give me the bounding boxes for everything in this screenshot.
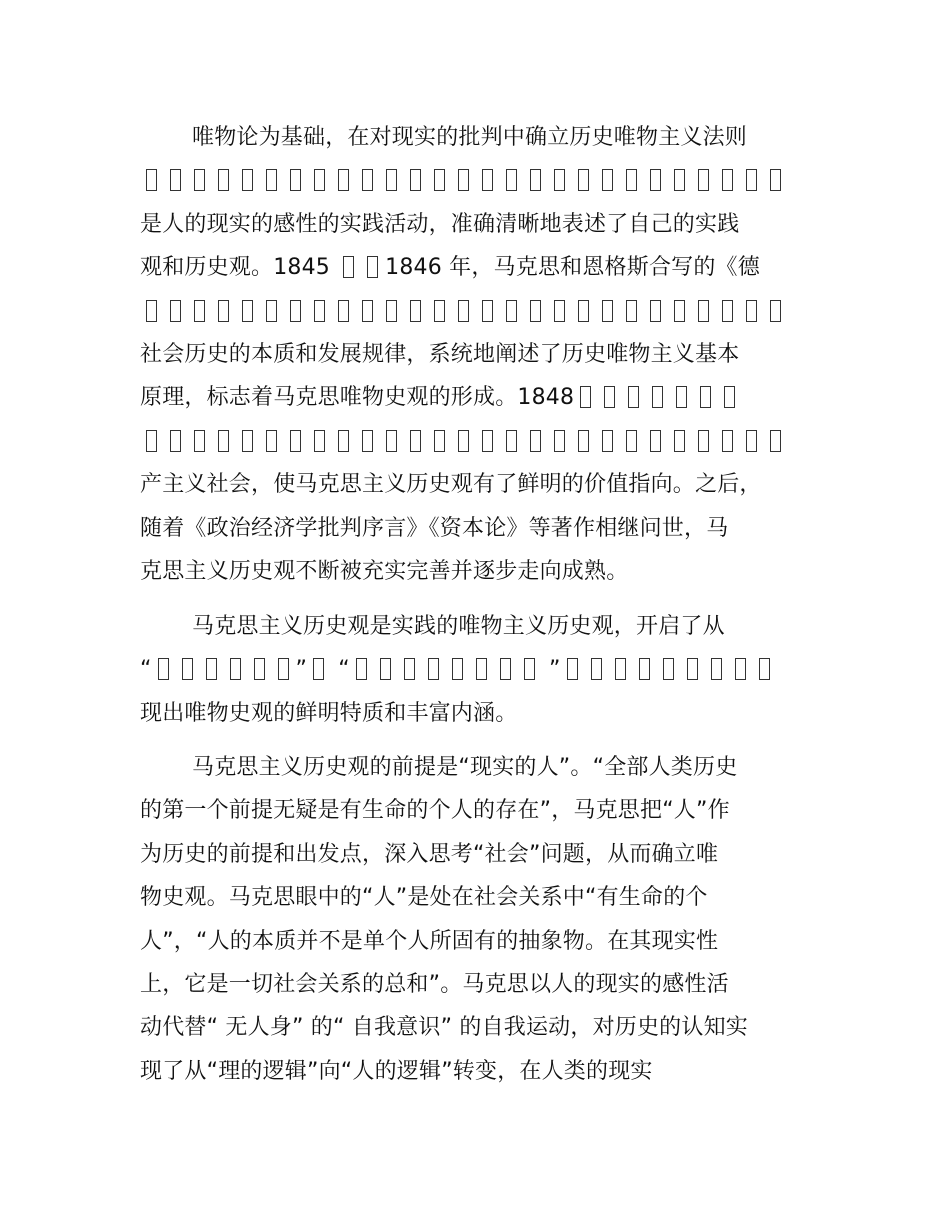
missing-glyph-icon xyxy=(410,169,421,191)
missing-glyph-icon xyxy=(698,300,709,322)
missing-glyph-icon xyxy=(482,430,493,452)
missing-glyph-icon xyxy=(687,658,698,680)
text-segment: “ xyxy=(331,657,350,683)
missing-glyph-icon xyxy=(530,300,541,322)
missing-glyph-icon xyxy=(254,658,265,680)
missing-glyph-icon xyxy=(524,658,535,680)
missing-glyph-icon xyxy=(602,169,613,191)
missing-glyph-icon xyxy=(290,300,301,322)
text-line xyxy=(140,376,840,419)
missing-glyph-icon xyxy=(367,256,378,278)
missing-glyph-icon xyxy=(230,658,241,680)
text-segment: 上，它是一切社会关系的总和”。马克思以人的现实的感性活 xyxy=(140,971,729,997)
text-segment: 原理，标志着马克思唯物史观的形成。1848 xyxy=(140,385,575,411)
missing-glyph-icon xyxy=(580,386,591,408)
missing-glyph-icon xyxy=(218,430,229,452)
missing-glyph-icon xyxy=(434,430,445,452)
missing-glyph-icon xyxy=(554,300,565,322)
missing-glyph-icon xyxy=(218,169,229,191)
text-segment: 克思主义历史观不断被充实完善并逐步走向成熟。 xyxy=(140,558,629,584)
missing-glyph-icon xyxy=(554,169,565,191)
missing-glyph-icon xyxy=(356,658,367,680)
missing-glyph-icon xyxy=(242,300,253,322)
missing-glyph-icon xyxy=(146,169,157,191)
missing-glyph-icon xyxy=(194,430,205,452)
missing-glyph-icon xyxy=(458,169,469,191)
missing-glyph-icon xyxy=(722,300,733,322)
text-line xyxy=(140,746,840,789)
missing-glyph-icon xyxy=(338,430,349,452)
missing-glyph-icon xyxy=(628,386,639,408)
missing-glyph-icon xyxy=(506,169,517,191)
missing-glyph-icon xyxy=(615,658,626,680)
missing-glyph-icon xyxy=(722,430,733,452)
missing-glyph-icon xyxy=(182,658,193,680)
missing-glyph-icon xyxy=(146,300,157,322)
text-segment: 动代替“ 无人身” 的“ 自我意识” 的自我运动，对历史的认知实 xyxy=(140,1015,748,1041)
text-segment: 为历史的前提和出发点，深入思考“社会”问题，从而确立唯 xyxy=(140,841,719,867)
missing-glyph-icon xyxy=(206,658,217,680)
missing-glyph-icon xyxy=(530,430,541,452)
missing-glyph-icon xyxy=(482,300,493,322)
text-segment: 马克思主义历史观是实践的唯物主义历史观，开启了从 xyxy=(192,614,725,639)
missing-glyph-icon xyxy=(362,300,373,322)
text-line xyxy=(140,159,840,202)
missing-glyph-icon xyxy=(290,430,301,452)
missing-glyph-icon xyxy=(266,300,277,322)
missing-glyph-icon xyxy=(604,386,615,408)
missing-glyph-icon xyxy=(506,430,517,452)
missing-glyph-icon xyxy=(746,169,757,191)
missing-glyph-icon xyxy=(410,430,421,452)
text-line xyxy=(140,550,840,593)
missing-glyph-icon xyxy=(410,300,421,322)
text-segment: 1846 年，马克思和恩格斯合写的《德 xyxy=(385,255,760,281)
missing-glyph-icon xyxy=(434,169,445,191)
missing-glyph-icon xyxy=(218,300,229,322)
text-line xyxy=(140,507,840,550)
text-line xyxy=(140,246,840,289)
missing-glyph-icon xyxy=(711,658,722,680)
missing-glyph-icon xyxy=(652,386,663,408)
paragraph-p3 xyxy=(140,746,840,1093)
missing-glyph-icon xyxy=(452,658,463,680)
missing-glyph-icon xyxy=(386,430,397,452)
missing-glyph-icon xyxy=(313,658,324,680)
text-segment: 现出唯物史观的鲜明特质和丰富内涵。 xyxy=(140,700,518,726)
text-segment: 随着《政治经济学批判序言》《资本论》等著作相继问世，马 xyxy=(140,515,729,541)
text-segment: 马克思主义历史观的前提是“现实的人”。“全部人类历史 xyxy=(192,755,738,780)
missing-glyph-icon xyxy=(746,300,757,322)
text-line xyxy=(140,605,840,648)
missing-glyph-icon xyxy=(554,430,565,452)
missing-glyph-icon xyxy=(650,300,661,322)
text-segment: 人”，“人的本质并不是单个人所固有的抽象物。在其现实性 xyxy=(140,928,719,954)
missing-glyph-icon xyxy=(458,430,469,452)
missing-glyph-icon xyxy=(724,386,735,408)
missing-glyph-icon xyxy=(343,256,354,278)
missing-glyph-icon xyxy=(746,430,757,452)
missing-glyph-icon xyxy=(170,300,181,322)
text-line xyxy=(140,648,840,691)
missing-glyph-icon xyxy=(578,169,589,191)
missing-glyph-icon xyxy=(194,169,205,191)
text-segment: 唯物论为基础，在对现实的批判中确立历史唯物主义法则 xyxy=(192,125,748,150)
missing-glyph-icon xyxy=(278,658,289,680)
missing-glyph-icon xyxy=(242,169,253,191)
missing-glyph-icon xyxy=(404,658,415,680)
missing-glyph-icon xyxy=(698,169,709,191)
missing-glyph-icon xyxy=(602,300,613,322)
missing-glyph-icon xyxy=(266,169,277,191)
missing-glyph-icon xyxy=(290,169,301,191)
missing-glyph-icon xyxy=(602,430,613,452)
paragraph-p1 xyxy=(140,116,840,593)
text-segment: ” xyxy=(541,657,561,683)
missing-glyph-icon xyxy=(700,386,711,408)
text-segment: 物史观。马克思眼中的“人”是处在社会关系中“有生命的个 xyxy=(140,885,708,911)
missing-glyph-icon xyxy=(578,430,589,452)
missing-glyph-icon xyxy=(674,430,685,452)
missing-glyph-icon xyxy=(314,169,325,191)
missing-glyph-icon xyxy=(338,169,349,191)
missing-glyph-icon xyxy=(770,430,781,452)
missing-glyph-icon xyxy=(476,658,487,680)
text-segment: ” xyxy=(295,657,308,683)
missing-glyph-icon xyxy=(650,430,661,452)
text-line xyxy=(140,963,840,1006)
missing-glyph-icon xyxy=(674,169,685,191)
missing-glyph-icon xyxy=(735,658,746,680)
missing-glyph-icon xyxy=(314,300,325,322)
missing-glyph-icon xyxy=(506,300,517,322)
missing-glyph-icon xyxy=(770,300,781,322)
text-line xyxy=(140,833,840,876)
missing-glyph-icon xyxy=(170,169,181,191)
missing-glyph-icon xyxy=(626,169,637,191)
missing-glyph-icon xyxy=(458,300,469,322)
missing-glyph-icon xyxy=(482,169,493,191)
missing-glyph-icon xyxy=(386,169,397,191)
missing-glyph-icon xyxy=(626,430,637,452)
missing-glyph-icon xyxy=(500,658,511,680)
missing-glyph-icon xyxy=(338,300,349,322)
text-line xyxy=(140,290,840,333)
missing-glyph-icon xyxy=(242,430,253,452)
missing-glyph-icon xyxy=(362,430,373,452)
text-line xyxy=(140,1006,840,1049)
missing-glyph-icon xyxy=(362,169,373,191)
text-line xyxy=(140,203,840,246)
text-segment: “ xyxy=(140,657,152,683)
missing-glyph-icon xyxy=(380,658,391,680)
text-line xyxy=(140,333,840,376)
missing-glyph-icon xyxy=(146,430,157,452)
missing-glyph-icon xyxy=(170,430,181,452)
missing-glyph-icon xyxy=(386,300,397,322)
missing-glyph-icon xyxy=(158,658,169,680)
missing-glyph-icon xyxy=(194,300,205,322)
missing-glyph-icon xyxy=(578,300,589,322)
text-line xyxy=(140,1050,840,1093)
missing-glyph-icon xyxy=(530,169,541,191)
text-segment: 是人的现实的感性的实践活动，准确清晰地表述了自己的实践 xyxy=(140,211,740,237)
text-segment: 观和历史观。1845 xyxy=(140,255,338,281)
missing-glyph-icon xyxy=(650,169,661,191)
missing-glyph-icon xyxy=(759,658,770,680)
text-segment: 现了从“理的逻辑”向“人的逻辑”转变，在人类的现实 xyxy=(140,1058,653,1084)
missing-glyph-icon xyxy=(434,300,445,322)
missing-glyph-icon xyxy=(663,658,674,680)
missing-glyph-icon xyxy=(770,169,781,191)
text-line xyxy=(140,116,840,159)
missing-glyph-icon xyxy=(314,430,325,452)
paragraph-p2 xyxy=(140,605,840,735)
missing-glyph-icon xyxy=(626,300,637,322)
missing-glyph-icon xyxy=(639,658,650,680)
missing-glyph-icon xyxy=(674,300,685,322)
text-line xyxy=(140,692,840,735)
missing-glyph-icon xyxy=(722,169,733,191)
missing-glyph-icon xyxy=(698,430,709,452)
text-line xyxy=(140,789,840,832)
text-segment: 的第一个前提无疑是有生命的个人的存在”，马克思把“人”作 xyxy=(140,798,730,824)
text-line xyxy=(140,920,840,963)
missing-glyph-icon xyxy=(266,430,277,452)
missing-glyph-icon xyxy=(567,658,578,680)
text-segment: 产主义社会，使马克思主义历史观有了鲜明的价值指向。之后， xyxy=(140,472,762,498)
missing-glyph-icon xyxy=(591,658,602,680)
text-line xyxy=(140,463,840,506)
missing-glyph-icon xyxy=(428,658,439,680)
text-line xyxy=(140,420,840,463)
missing-glyph-icon xyxy=(676,386,687,408)
text-segment: 社会历史的本质和发展规律，系统地阐述了历史唯物主义基本 xyxy=(140,341,740,367)
text-line xyxy=(140,876,840,919)
